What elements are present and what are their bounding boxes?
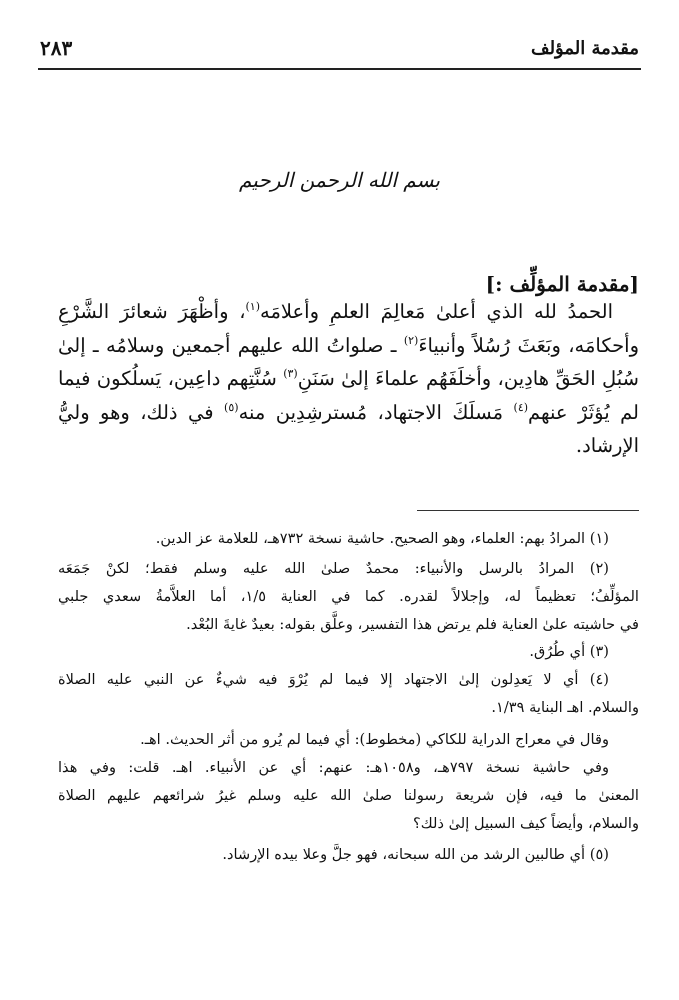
header-rule bbox=[38, 68, 641, 70]
text-segment: وأحكامَه، وبَعَثَ رُسُلاً وأنبياءَ bbox=[418, 334, 639, 357]
page-number: ٢٨٣ bbox=[40, 36, 73, 60]
footnote-line: (٤) أي لا يَعدِلون إلىٰ الاجتهاد إلا فيما لم يُرْوَ فيه شيءٌ عن النبي عليه الصلاة bbox=[58, 671, 609, 688]
main-text-line bbox=[58, 367, 639, 390]
main-text-line bbox=[58, 401, 639, 424]
footnote-line: وقال في معراج الدراية للكاكي (مخطوط): أي فيما لم يُرو من أثر الحديث. اهـ. bbox=[140, 731, 609, 748]
footnote-line: المعنىٰ ما فيه، فإن شريعة رسولنا صلىٰ الله عليه وسلم غيرُ شرائعهم عليهم الصلاة bbox=[58, 787, 639, 804]
text-segment: ، وأظْهَرَ شعائرَ الشَّرْعِ bbox=[58, 300, 246, 323]
footnote-marker[interactable]: (٢) bbox=[403, 334, 419, 347]
footnote-line: (١) المرادُ بهم: العلماء، وهو الصحيح. حاشية نسخة ٧٣٢هـ، للعلامة عز الدين. bbox=[155, 530, 609, 547]
footnote-line: في حاشيته علىٰ العناية فلم يرتض هذا التفسير، وعلَّق بقوله: بعيدٌ غايةَ البُعْد. bbox=[186, 616, 639, 633]
footnote-marker[interactable]: (٥) bbox=[224, 401, 239, 414]
main-text-line bbox=[58, 300, 613, 323]
text-segment: ـ صلواتُ الله عليهم أجمعين وسلامُه ـ إلىٰ bbox=[58, 334, 404, 357]
footnote-marker[interactable]: (٣) bbox=[283, 367, 298, 380]
main-text-line bbox=[58, 334, 639, 357]
footnote-line: والسلام. اهـ البناية ١/٣٩. bbox=[491, 699, 639, 716]
footnote-marker[interactable]: (٤) bbox=[513, 401, 529, 414]
section-heading: [مقدمة المؤلِّف :] bbox=[485, 272, 639, 296]
main-text-line bbox=[58, 434, 639, 457]
text-segment: سُبُلِ الحَقِّ هادِين، وأخلَفَهُم علماءَ إلىٰ سَنَنِ bbox=[297, 367, 639, 390]
footnote-line: (٣) أي طُرُق. bbox=[529, 643, 609, 660]
text-segment: سُنَّتِهم داعِين، يَسلُكون فيما bbox=[58, 367, 284, 390]
text-segment: لم يُؤثَرْ عنهم bbox=[528, 401, 640, 424]
footnote-line: (٢) المرادُ بالرسل والأنبياء: محمدٌ صلىٰ الله عليه وسلم فقط؛ لكنْ جَمَعَه bbox=[58, 560, 609, 577]
footnote-separator bbox=[417, 510, 639, 511]
footnote-marker[interactable]: (١) bbox=[245, 300, 261, 313]
footnote-line: والسلام، وأيضاً كيف السبيل إلىٰ ذلك؟ bbox=[413, 815, 639, 832]
text-segment: مَسلَكَ الاجتهاد، مُسترشِدِين منه bbox=[238, 401, 514, 424]
text-segment: الحمدُ لله الذي أعلىٰ مَعالِمَ العلمِ وأعلامَه bbox=[260, 300, 613, 323]
basmala: بسم الله الرحمن الرحيم bbox=[238, 168, 440, 192]
footnote-line: المؤلِّفُ؛ تعظيماً له، وإجلالاً لقدره. كما في العناية ١/٥، أما العلاَّمةُ سعدي جلبي bbox=[58, 588, 639, 605]
footnote-line: (٥) أي طالبين الرشد من الله سبحانه، فهو جلَّ وعلا بيده الإرشاد. bbox=[222, 846, 609, 863]
text-segment: الإرشاد. bbox=[575, 434, 639, 457]
footnote-line: وفي حاشية نسخة ٧٩٧هـ، و١٠٥٨هـ: عنهم: أي عن الأنبياء. اهـ. قلت: وفي هذا bbox=[58, 759, 610, 776]
text-segment: في ذلك، وهو وليُّ bbox=[58, 401, 225, 424]
running-header-title: مقدمة المؤلف bbox=[530, 38, 639, 59]
